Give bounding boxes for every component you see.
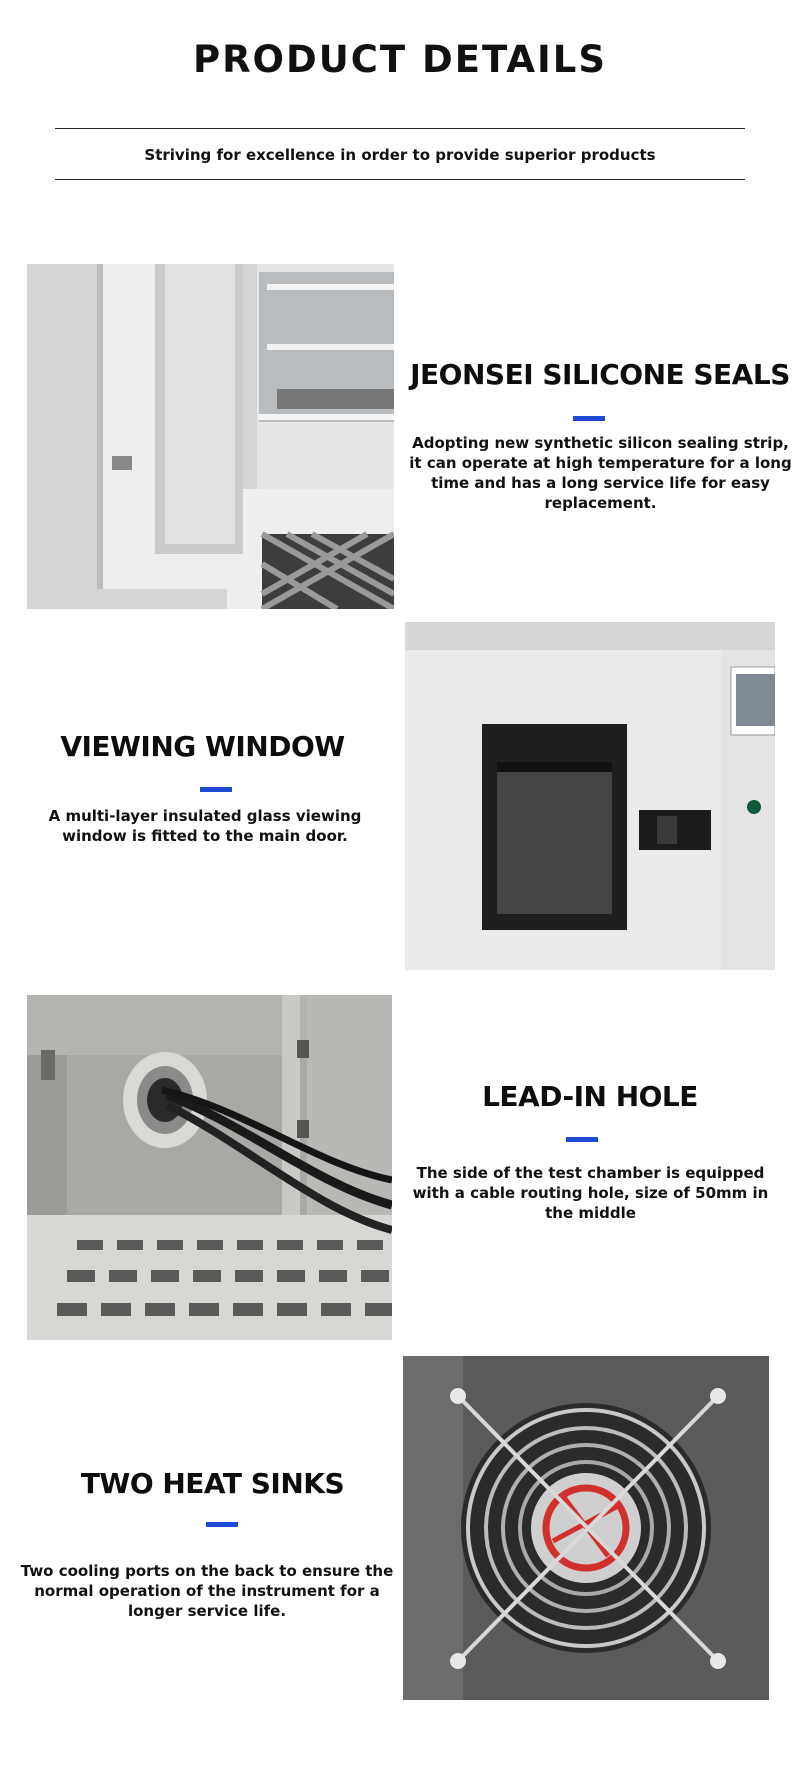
section-accent-bar xyxy=(200,787,232,792)
cooling-fan-photo xyxy=(403,1356,769,1700)
section-accent-bar xyxy=(206,1522,238,1527)
divider-top xyxy=(55,128,745,129)
section-text-lead-in-hole: The side of the test chamber is equipped with a cable routing hole, size of 50mm in the middle xyxy=(412,1164,769,1222)
section-accent-bar xyxy=(573,416,605,421)
lead-in-hole-photo xyxy=(27,995,392,1340)
section-text-viewing-window: A multi-layer insulated glass viewing window is fitted to the main door. xyxy=(48,807,362,845)
section-heading-viewing-window: VIEWING WINDOW xyxy=(60,730,345,763)
viewing-window-photo xyxy=(405,622,775,970)
page-subtitle: Striving for excellence in order to provide superior products xyxy=(144,146,656,164)
section-heading-silicone-seals: JEONSEI SILICONE SEALS xyxy=(410,358,790,391)
divider-bottom xyxy=(55,179,745,180)
section-text-silicone-seals: Adopting new synthetic silicon sealing strip, it can operate at high temperature for a long time and has a long service life for easy replacement. xyxy=(409,434,792,512)
section-accent-bar xyxy=(566,1137,598,1142)
section-text-two-heat-sinks: Two cooling ports on the back to ensure the normal operation of the instrument for a longer service life. xyxy=(20,1562,394,1620)
page-title: PRODUCT DETAILS xyxy=(192,38,608,81)
silicone-seal-photo xyxy=(27,264,394,609)
section-heading-two-heat-sinks: TWO HEAT SINKS xyxy=(80,1467,345,1500)
section-heading-lead-in-hole: LEAD-IN HOLE xyxy=(482,1080,698,1113)
